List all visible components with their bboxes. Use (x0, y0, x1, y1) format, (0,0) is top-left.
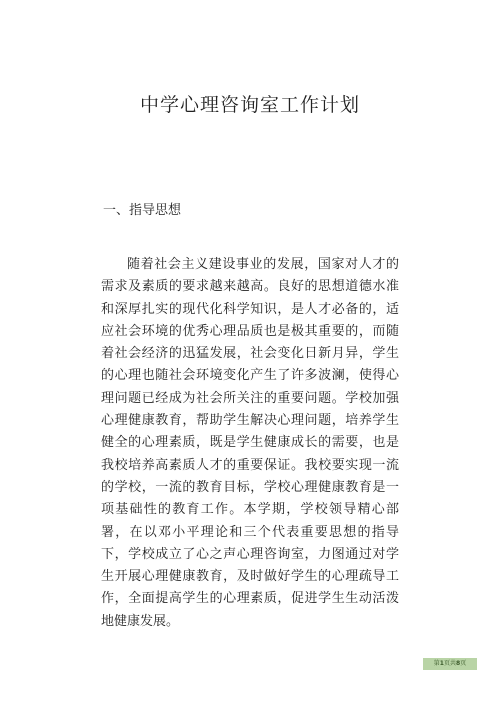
total-pages-number: 8 (456, 660, 461, 667)
page-suffix: 页 (460, 660, 467, 667)
page-number-badge (423, 658, 477, 670)
page-middle: 页共 (443, 660, 456, 667)
section-heading: 一、指导思想 (103, 203, 182, 218)
body-paragraph: 随着社会主义建设事业的发展，国家对人才的需求及素质的要求越来越高。良好的思想道德水准和深厚扎实的现代化科学知识，是人才必备的，适应社会环境的优秀心理品质也是极其重要的，而随着社会经济的迅猛发展，社会变化日新月异，学生的心理也随社会环境变化产生了许多波澜，使得心理问题已经成为社会所关注的重要问题。学校加强心理健康教育，帮助学生解决心理问题，培养学生健全的心理素质，既是学生健康成长的需要，也是我校培养高素质人才的重要保证。我校要实现一流的学校，一流的教育目标，学校心理健康教育是一项基础性的教育工作。本学期，学校领导精心部署，在以邓小平理论和三个代表重要思想的指导下，学校成立了心之声心理咨询室，力图通过对学生开展心理健康教育，及时做好学生的心理疏导工作，全面提高学生的心理素质，促进学生生动活泼地健康发展。 (101, 257, 399, 629)
current-page-number: 1 (439, 660, 444, 667)
document-title: 中学心理咨询室工作计划 (139, 94, 360, 116)
page-prefix: 第 (433, 660, 440, 667)
